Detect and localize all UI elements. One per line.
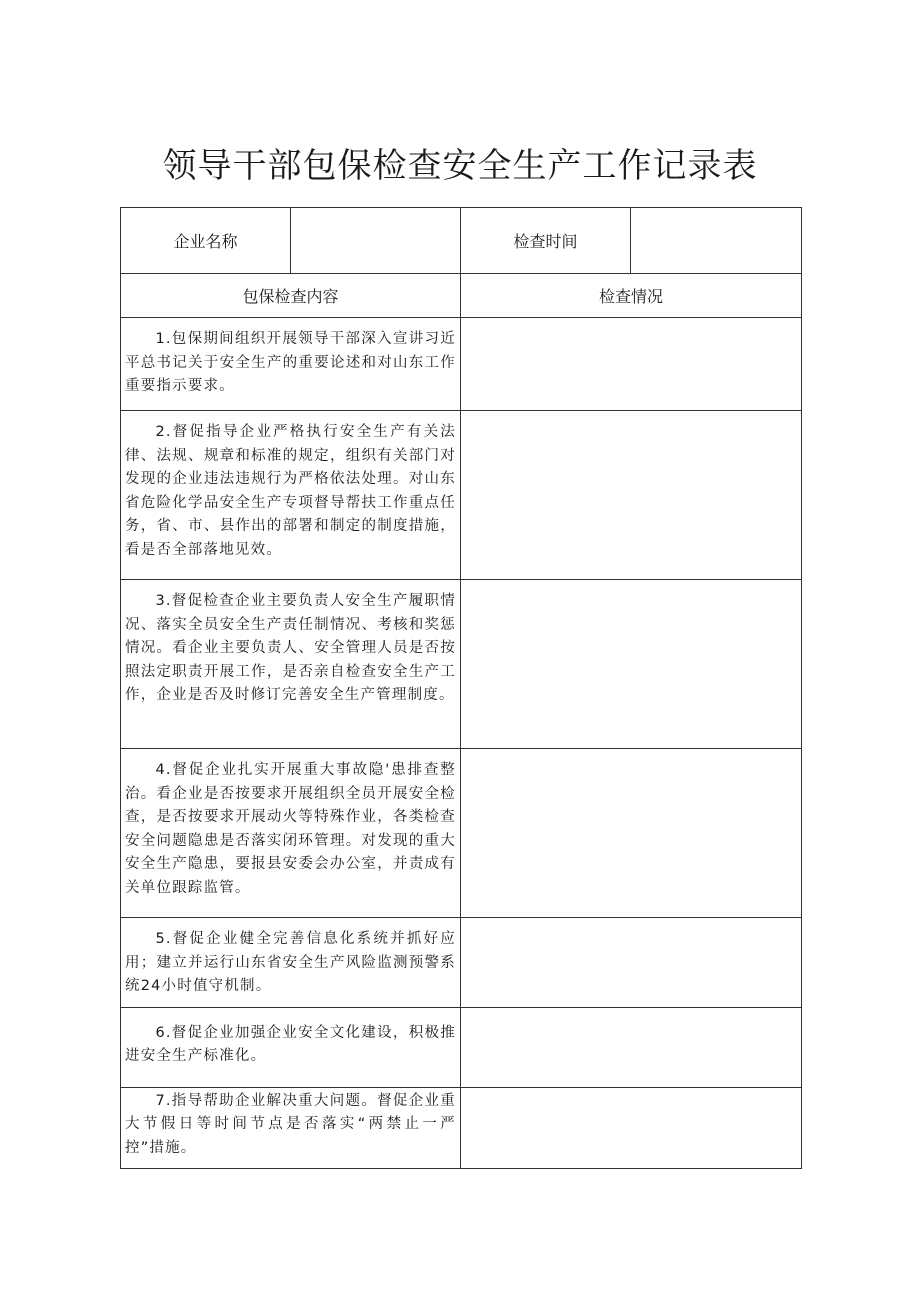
table-row [121,1087,802,1169]
check-status-3[interactable] [461,580,802,749]
company-name-label: 企业名称 [121,208,291,274]
check-item-5: 5.督促企业健全完善信息化系统并抓好应用；建立并运行山东省安全生产风险监测预警系统24小时值守机制。 [121,918,461,1008]
company-name-field[interactable] [291,208,461,274]
record-table [120,207,802,1169]
table-row [121,918,802,1008]
table-row [121,580,802,749]
check-status-4[interactable] [461,749,802,918]
content-column-header: 包保检查内容 [121,274,461,318]
check-status-6[interactable] [461,1007,802,1087]
check-item-3: 3.督促检查企业主要负责人安全生产履职情况、落实全员安全生产责任制情况、考核和奖惩情况。看企业主要负责人、安全管理人员是否按照法定职责开展工作，是否亲自检查安全生产工作，企业是否及时修订完善安全生产管理制度。 [121,580,461,749]
table-row [121,749,802,918]
check-status-1[interactable] [461,318,802,411]
check-item-6: 6.督促企业加强企业安全文化建设，积极推进安全生产标准化。 [121,1007,461,1087]
check-time-field[interactable] [631,208,802,274]
check-status-7[interactable] [461,1087,802,1169]
page-title: 领导干部包保检查安全生产工作记录表 [162,146,758,186]
check-item-7: 7.指导帮助企业解决重大问题。督促企业重大节假日等时间节点是否落实“两禁止一严控”措施。 [121,1087,461,1169]
check-item-1: 1.包保期间组织开展领导干部深入宣讲习近平总书记关于安全生产的重要论述和对山东工作重要指示要求。 [121,318,461,411]
check-status-5[interactable] [461,918,802,1008]
column-header-row [121,274,802,318]
table-row [121,318,802,411]
check-status-2[interactable] [461,411,802,580]
check-time-label: 检查时间 [461,208,631,274]
status-column-header: 检查情况 [461,274,802,318]
check-item-2: 2.督促指导企业严格执行安全生产有关法律、法规、规章和标准的规定，组织有关部门对发现的企业违法违规行为严格依法处理。对山东省危险化学品安全生产专项督导帮扶工作重点任务，省、市、县作出的部署和制定的制度措施，看是否全部落地见效。 [121,411,461,580]
check-item-4: 4.督促企业扎实开展重大事故隐'患排查整治。看企业是否按要求开展组织全员开展安全检查，是否按要求开展动火等特殊作业，各类检查安全问题隐患是否落实闭环管理。对发现的重大安全生产隐患，要报县安委会办公室，并责成有关单位跟踪监管。 [121,749,461,918]
table-row [121,411,802,580]
company-info-row [121,208,802,274]
table-row [121,1007,802,1087]
